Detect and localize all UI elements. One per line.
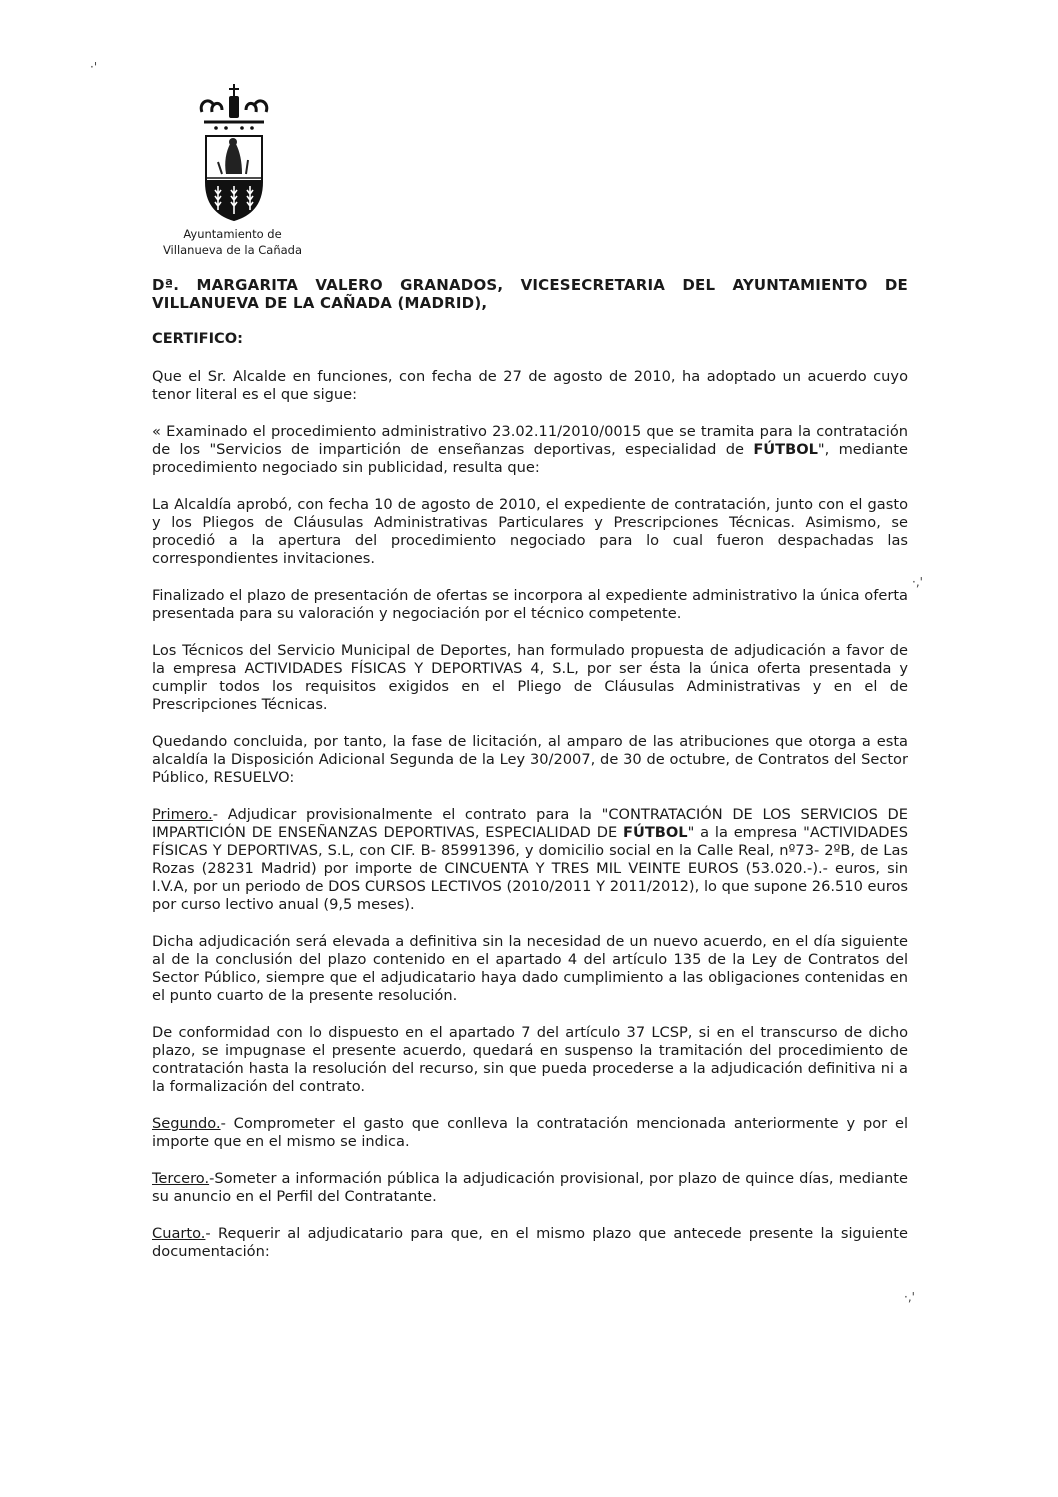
section-label: Cuarto. — [152, 1225, 206, 1242]
scan-mark: ·,' — [904, 1290, 915, 1304]
paragraph: De conformidad con lo dispuesto en el apartado 7 del artículo 37 LCSP, si en el transcurso de dicho plazo, se impugnase el presente acuerdo, quedará en suspenso la tramitación del procedimiento de contratación hasta la resolución del recurso, sin que pueda procederse a la adjudicación definitiva ni a la formalización del contrato. — [152, 1024, 908, 1095]
document-title: Dª. MARGARITA VALERO GRANADOS, VICESECRETARIA DEL AYUNTAMIENTO DE VILLANUEVA DE LA CAÑADA (MADRID), — [152, 276, 908, 312]
paragraph — [152, 806, 908, 914]
text-segment: -Someter a información pública la adjudicación provisional, por plazo de quince días, mediante su anuncio en el Perfil del Contratante. — [152, 1170, 908, 1205]
section-label: Tercero. — [152, 1170, 210, 1187]
text-segment: - Requerir al adjudicatario para que, en el mismo plazo que antecede presente la siguiente documentación: — [152, 1225, 908, 1260]
org-line-1: Ayuntamiento de — [183, 227, 282, 241]
paragraph: Quedando concluida, por tanto, la fase de licitación, al amparo de las atribuciones que otorga a esta alcaldía la Disposición Adicional Segunda de la Ley 30/2007, de 30 de octubre, de Contratos del Sector Público, RESUELVO: — [152, 733, 908, 786]
paragraph — [152, 1115, 908, 1151]
text-segment: « Examinado el procedimiento administrativo 23.02.11/2010/0015 que se tramita para la contratación de los "Servicios de impartición de enseñanzas deportivas, especialidad de — [152, 423, 908, 458]
text-segment: - Comprometer el gasto que conlleva la contratación mencionada anteriormente y por el importe que en el mismo se indica. — [152, 1115, 908, 1150]
text-segment: " a la empresa "ACTIVIDADES FÍSICAS Y DEPORTIVAS, S.L, con CIF. B- 85991396, y domicilio social en la Calle Real, nº73- 2ºB, de Las Rozas (28231 Madrid) por importe de CINCUENTA Y TRES MIL VEINTE EUROS (53.020.-).- euros, sin I.V.A, por un periodo de DOS CURSOS LECTIVOS (2010/2011 Y 2011/2012), lo que supone 26.510 euros por curso lectivo anual (9,5 meses). — [152, 824, 908, 913]
organization-name — [150, 226, 315, 258]
paragraph: Dicha adjudicación será elevada a definitiva sin la necesidad de un nuevo acuerdo, en el día siguiente al de la conclusión del plazo contenido en el apartado 4 del artículo 135 de la Ley de Contratos del Sector Público, siempre que el adjudicatario haya dado cumplimiento a las obligaciones contenidas en el punto cuarto de la presente resolución. — [152, 933, 908, 1004]
paragraph: Los Técnicos del Servicio Municipal de Deportes, han formulado propuesta de adjudicación a favor de la empresa ACTIVIDADES FÍSICAS Y DEPORTIVAS 4, S.L, por ser ésta la única oferta presentada y cumplir todos los requisitos exigidos en el Pliego de Cláusulas Administrativas y en el de Prescripciones Técnicas. — [152, 642, 908, 713]
text-segment: ", mediante procedimiento negociado sin publicidad, resulta que: — [152, 441, 908, 476]
scan-mark: ·' — [90, 60, 98, 74]
section-label: Segundo. — [152, 1115, 221, 1132]
certifico-heading: CERTIFICO: — [152, 330, 243, 347]
paragraph: La Alcaldía aprobó, con fecha 10 de agosto de 2010, el expediente de contratación, junto con el gasto y los Pliegos de Cláusulas Administrativas Particulares y Prescripciones Técnicas. Asimismo, se procedió a la apertura del procedimiento negociado para lo cual fueron despachadas las correspondientes invitaciones. — [152, 496, 908, 567]
paragraph: Finalizado el plazo de presentación de ofertas se incorpora al expediente administrativo la única oferta presentada para su valoración y negociación por el técnico competente. — [152, 587, 908, 622]
section-label: Primero. — [152, 806, 213, 823]
paragraph: Que el Sr. Alcalde en funciones, con fecha de 27 de agosto de 2010, ha adoptado un acuerdo cuyo tenor literal es el que sigue: — [152, 368, 908, 403]
coat-of-arms-icon — [196, 82, 272, 230]
text-segment: - Adjudicar provisionalmente el contrato para la "CONTRATACIÓN DE LOS SERVICIOS DE IMPARTICIÓN DE ENSEÑANZAS DEPORTIVAS, ESPECIALIDAD DE — [152, 806, 908, 841]
org-line-2: Villanueva de la Cañada — [162, 243, 303, 257]
paragraph — [152, 1225, 908, 1261]
scan-mark: ·,' — [912, 575, 923, 589]
document-body — [152, 276, 908, 1280]
paragraph — [152, 1170, 908, 1206]
paragraph — [152, 423, 908, 477]
text-bold: FÚTBOL — [623, 824, 688, 841]
text-bold: FÚTBOL — [753, 441, 818, 458]
